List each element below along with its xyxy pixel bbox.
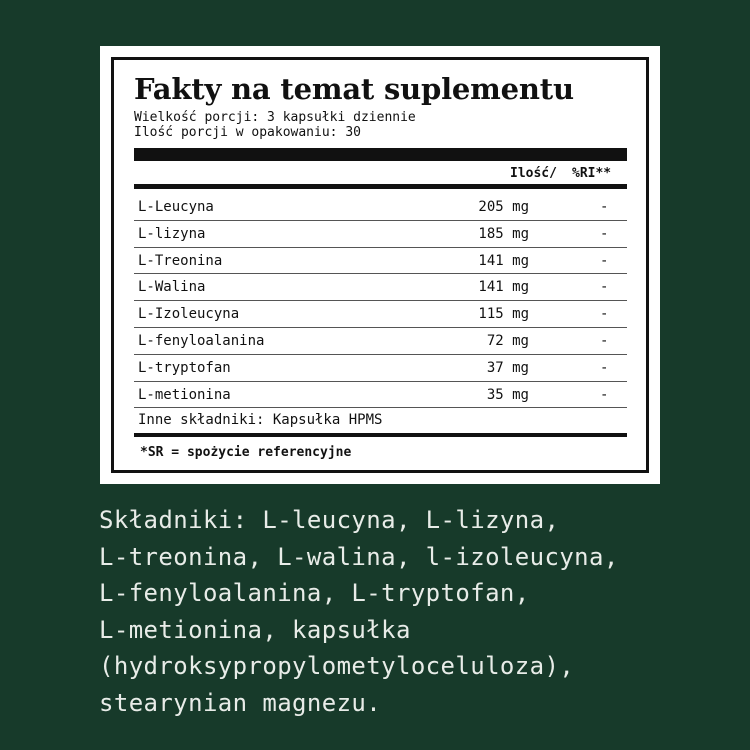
nutrient-name: L-tryptofan	[138, 359, 231, 376]
ingredients-line: (hydroksypropylometyloceluloza),	[99, 652, 575, 680]
nutrient-name: L-Treonina	[138, 252, 223, 269]
table-row	[134, 194, 627, 221]
nutrient-amount: 35 mg	[486, 386, 529, 403]
nutrient-name: L-Izoleucyna	[138, 306, 240, 323]
bottom-divider	[134, 433, 627, 437]
panel-title: Fakty na temat suplementu	[134, 72, 574, 106]
nutrient-ri: -	[600, 279, 609, 296]
nutrient-ri: -	[600, 252, 609, 269]
ingredients-line: L-metionina, kapsułka	[99, 615, 411, 644]
servings-per-container: Ilość porcji w opakowaniu: 30	[134, 125, 361, 140]
nutrient-name: L-fenyloalanina	[138, 332, 265, 349]
nutrient-amount: 37 mg	[486, 359, 529, 376]
nutrient-amount: 115 mg	[478, 306, 529, 323]
ingredients-line: L-treonina, L-walina, l-izoleucyna,	[99, 542, 619, 571]
nutrient-ri: -	[600, 306, 609, 323]
ingredients-line: Składniki: L-leucyna, L-lizyna,	[99, 506, 560, 534]
table-row	[134, 274, 627, 301]
nutrient-amount: 141 mg	[478, 252, 529, 269]
nutrient-table	[134, 194, 627, 408]
nutrient-ri: -	[600, 225, 609, 242]
serving-size: Wielkość porcji: 3 kapsułki dziennie	[134, 110, 416, 125]
nutrient-amount: 72 mg	[486, 332, 529, 349]
table-row	[134, 301, 627, 328]
nutrient-ri: -	[600, 332, 609, 349]
ingredients-text	[99, 502, 739, 721]
nutrient-amount: 141 mg	[478, 279, 529, 296]
nutrient-name: L-Walina	[138, 279, 206, 296]
table-row	[134, 328, 627, 355]
top-divider	[134, 148, 627, 161]
other-ingredients: Inne składniki: Kapsułka HPMS	[138, 412, 383, 428]
supplement-facts-panel	[100, 46, 660, 484]
reference-intake-footnote: *SR = spożycie referencyjne	[140, 445, 352, 460]
nutrient-ri: -	[600, 386, 609, 403]
table-row	[134, 221, 627, 248]
amount-column-header: Ilość/	[510, 166, 557, 181]
nutrient-name: L-metionina	[138, 386, 231, 403]
table-row	[134, 355, 627, 382]
ingredients-line: stearynian magnezu.	[99, 688, 382, 717]
ingredients-line: L-fenyloalanina, L-tryptofan,	[99, 579, 530, 607]
nutrient-amount: 205 mg	[478, 199, 529, 215]
ri-column-header: %RI**	[572, 166, 612, 181]
nutrient-name: L-Leucyna	[138, 199, 214, 215]
header-divider	[134, 184, 627, 189]
nutrient-name: L-lizyna	[138, 225, 206, 242]
nutrient-ri: -	[600, 199, 609, 215]
nutrient-ri: -	[600, 359, 609, 376]
table-row	[134, 382, 627, 409]
nutrient-amount: 185 mg	[478, 225, 529, 242]
table-row	[134, 248, 627, 275]
